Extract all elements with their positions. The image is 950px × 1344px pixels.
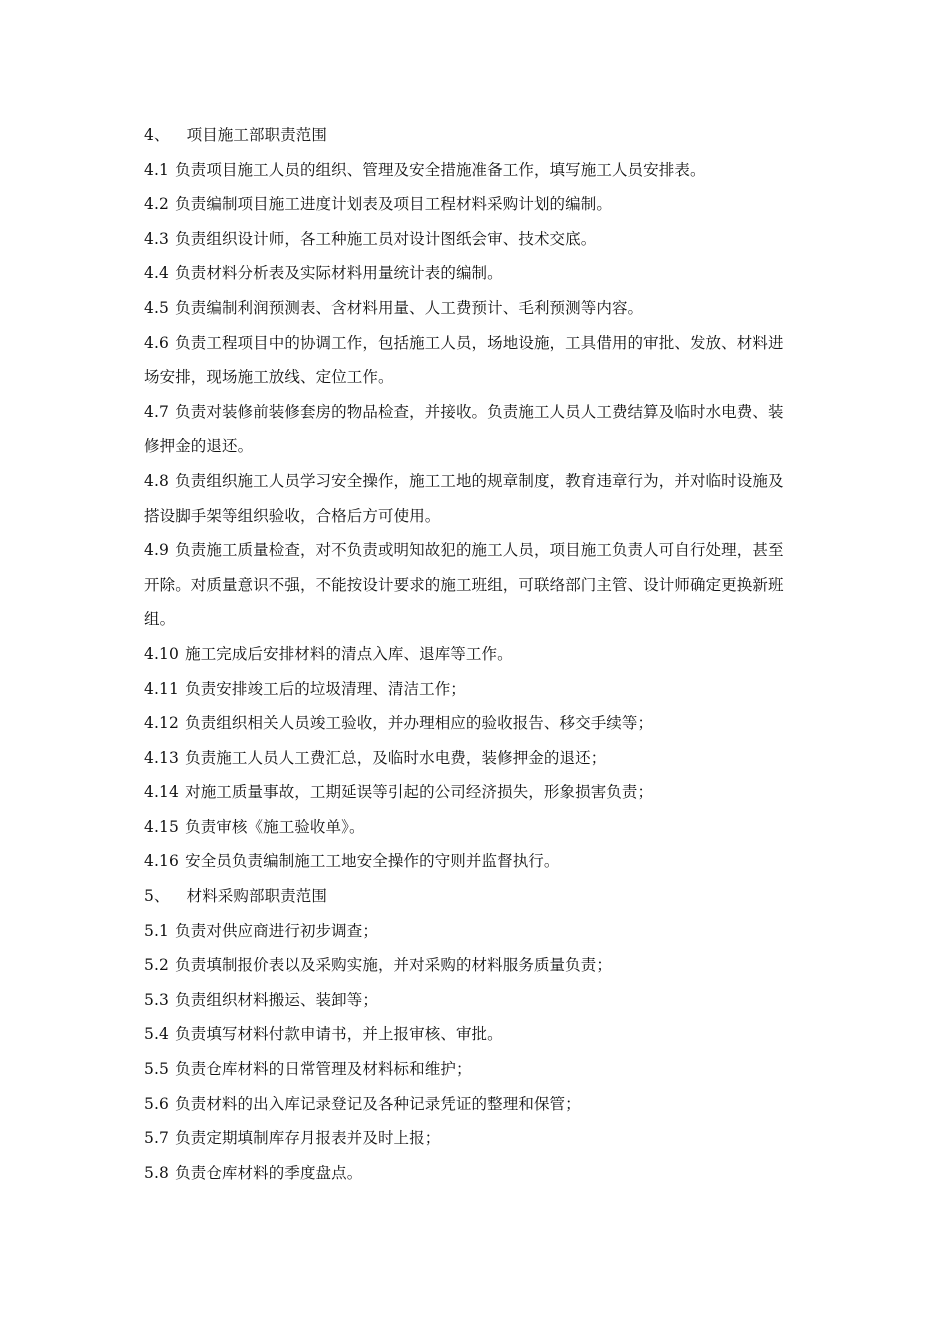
clause-line — [144, 395, 824, 430]
section-number: 5、 — [144, 887, 170, 906]
section-heading — [144, 879, 824, 914]
clause-line — [144, 741, 824, 776]
clause-text: 负责填写材料付款申请书，并上报审核、审批。 — [175, 1025, 503, 1044]
clause-text: 负责填制报价表以及采购实施，并对采购的材料服务质量负责； — [175, 956, 612, 975]
clause-number: 5.7 — [144, 1129, 169, 1148]
clause-number: 5.5 — [144, 1060, 169, 1079]
clause-line — [144, 187, 824, 222]
clause-text: 负责组织相关人员竣工验收，并办理相应的验收报告、移交手续等； — [185, 714, 654, 733]
clause-number: 4.16 — [144, 852, 179, 871]
clause-text: 负责材料的出入库记录登记及各种记录凭证的整理和保管； — [175, 1094, 581, 1113]
clause-text: 修押金的退还。 — [144, 437, 254, 456]
clause-number: 4.2 — [144, 195, 169, 214]
clause-text: 负责材料分析表及实际材料用量统计表的编制。 — [175, 264, 503, 283]
clause-line — [144, 1087, 824, 1122]
clause-line — [144, 810, 824, 845]
clause-text: 负责工程项目中的协调工作，包括施工人员，场地设施，工具借用的审批、发放、材料进 — [175, 333, 784, 352]
clause-line — [144, 637, 824, 672]
document-body — [144, 118, 824, 1190]
clause-text: 负责组织材料搬运、装卸等； — [175, 990, 378, 1009]
clause-number: 4.7 — [144, 402, 169, 421]
clause-text: 负责仓库材料的季度盘点。 — [175, 1163, 363, 1182]
clause-text: 负责对供应商进行初步调查； — [175, 921, 378, 940]
clause-text: 负责组织设计师，各工种施工员对设计图纸会审、技术交底。 — [175, 229, 597, 248]
clause-text: 负责施工质量检查，对不负责或明知故犯的施工人员，项目施工负责人可自行处理，甚至 — [175, 541, 784, 560]
clause-number: 5.4 — [144, 1025, 169, 1044]
clause-line — [144, 1017, 824, 1052]
clause-line — [144, 672, 824, 707]
section-heading — [144, 118, 824, 153]
section-number: 4、 — [144, 126, 170, 144]
clause-text: 负责编制利润预测表、含材料用量、人工费预计、毛利预测等内容。 — [175, 298, 644, 317]
clause-line — [144, 983, 824, 1018]
clause-text: 开除。对质量意识不强，不能按设计要求的施工班组，可联络部门主管、设计师确定更换新班 — [144, 575, 784, 594]
clause-text: 负责施工人员人工费汇总，及临时水电费，装修押金的退还； — [185, 748, 607, 767]
clause-line — [144, 464, 824, 499]
clause-text: 负责定期填制库存月报表并及时上报； — [175, 1129, 441, 1148]
clause-number: 4.1 — [144, 160, 169, 179]
clause-continuation-line — [144, 499, 824, 534]
clause-continuation-line — [144, 360, 824, 395]
clause-line — [144, 256, 824, 291]
clause-text: 负责仓库材料的日常管理及材料标和维护； — [175, 1060, 472, 1079]
clause-line — [144, 153, 824, 188]
clause-text: 负责项目施工人员的组织、管理及安全措施准备工作，填写施工人员安排表。 — [175, 160, 706, 179]
clause-line — [144, 948, 824, 983]
clause-number: 4.10 — [144, 644, 179, 663]
clause-line — [144, 326, 824, 361]
clause-line — [144, 844, 824, 879]
clause-number: 5.3 — [144, 990, 169, 1009]
clause-text: 安全员负责编制施工工地安全操作的守则并监督执行。 — [185, 852, 560, 871]
clause-continuation-line — [144, 429, 824, 464]
clause-line — [144, 533, 824, 568]
clause-number: 4.6 — [144, 333, 169, 352]
clause-text: 场安排，现场施工放线、定位工作。 — [144, 368, 394, 387]
clause-number: 5.6 — [144, 1094, 169, 1113]
clause-text: 施工完成后安排材料的清点入库、退库等工作。 — [185, 644, 513, 663]
section-title: 材料采购部职责范围 — [186, 887, 328, 906]
clause-line — [144, 706, 824, 741]
clause-number: 4.11 — [144, 679, 179, 698]
clause-continuation-line — [144, 602, 824, 637]
clause-number: 4.14 — [144, 783, 179, 802]
clause-number: 5.8 — [144, 1163, 169, 1182]
clause-number: 4.9 — [144, 541, 169, 560]
clause-text: 负责审核《施工验收单》。 — [185, 817, 365, 836]
clause-line — [144, 222, 824, 257]
clause-line — [144, 775, 824, 810]
clause-line — [144, 914, 824, 949]
clause-continuation-line — [144, 568, 824, 603]
clause-number: 5.2 — [144, 956, 169, 975]
section-title: 项目施工部职责范围 — [186, 126, 328, 144]
clause-number: 4.12 — [144, 714, 179, 733]
clause-line — [144, 1121, 824, 1156]
clause-text: 负责组织施工人员学习安全操作，施工工地的规章制度，教育违章行为，并对临时设施及 — [175, 471, 784, 490]
clause-number: 4.15 — [144, 817, 179, 836]
clause-number: 4.13 — [144, 748, 179, 767]
clause-text: 组。 — [144, 610, 176, 629]
clause-number: 4.3 — [144, 229, 169, 248]
clause-number: 4.4 — [144, 264, 169, 283]
clause-number: 4.8 — [144, 471, 169, 490]
clause-text: 对施工质量事故，工期延误等引起的公司经济损失，形象损害负责； — [185, 783, 654, 802]
clause-text: 负责编制项目施工进度计划表及项目工程材料采购计划的编制。 — [175, 195, 612, 214]
clause-text: 负责安排竣工后的垃圾清理、清洁工作； — [185, 679, 466, 698]
clause-line — [144, 1052, 824, 1087]
clause-text: 负责对装修前装修套房的物品检查，并接收。负责施工人员人工费结算及临时水电费、装 — [175, 402, 784, 421]
clause-number: 4.5 — [144, 298, 169, 317]
clause-number: 5.1 — [144, 921, 169, 940]
clause-line — [144, 1156, 824, 1191]
clause-line — [144, 291, 824, 326]
clause-text: 搭设脚手架等组织验收，合格后方可使用。 — [144, 506, 441, 525]
